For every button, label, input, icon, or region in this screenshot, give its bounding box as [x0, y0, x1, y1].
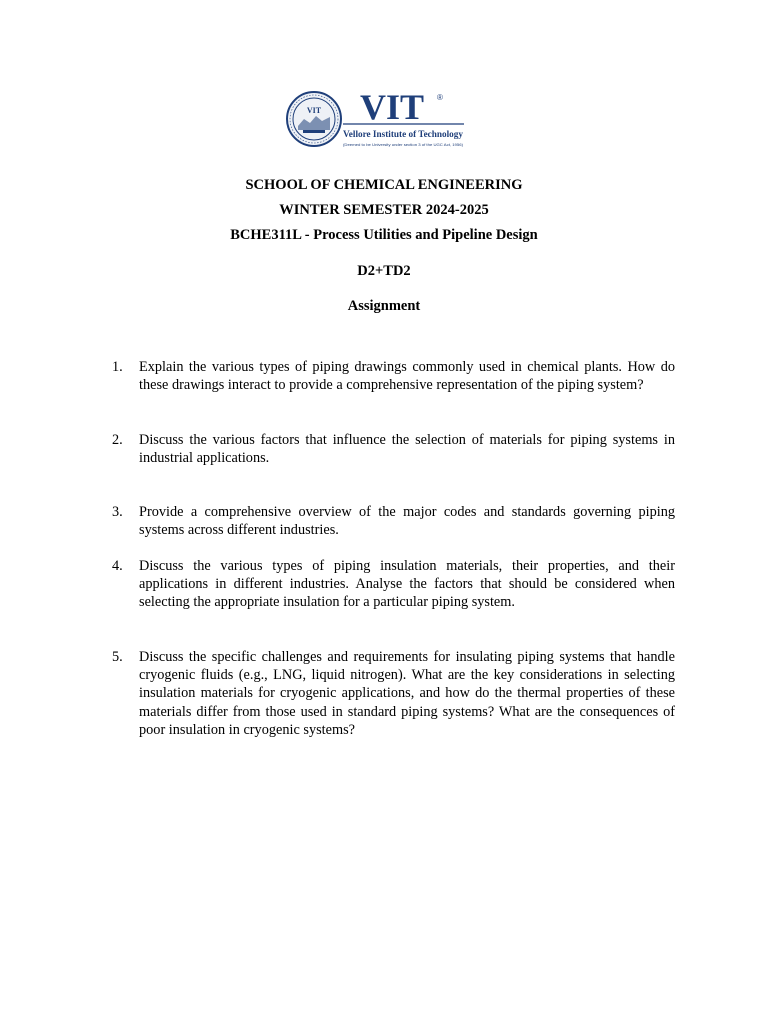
- document-type: Assignment: [347, 298, 421, 314]
- question-item: [112, 648, 675, 739]
- seal-text: VIT: [306, 106, 322, 115]
- vit-logo-graphic: [286, 86, 468, 152]
- institute-name: Vellore Institute of Technology: [343, 129, 464, 140]
- question-number: 1.: [112, 359, 123, 375]
- question-text: Discuss the specific challenges and requirements for insulating piping systems that handle cryogenic fluids (e.g., LNG, liquid nitrogen). What are the key considerations in selecting insulation materials for cryogenic applications, and how do the thermal properties of these materials differ from those used in standard piping systems? What are the consequences of poor insulation in cryogenic systems?: [139, 649, 675, 738]
- registered-mark: ®: [437, 93, 443, 102]
- question-text: Provide a comprehensive overview of the major codes and standards governing piping systems across different industries.: [139, 504, 675, 539]
- question-number: 4.: [112, 558, 123, 574]
- question-text: Discuss the various factors that influence the selection of materials for piping systems in industrial applications.: [139, 432, 675, 467]
- course-title: BCHE311L - Process Utilities and Pipeline Design: [230, 227, 538, 243]
- question-text: Discuss the various types of piping insulation materials, their properties, and their applications in different industries. Analyse the factors that should be considered when selecting the appropriate insulation for a particular piping system.: [139, 558, 675, 611]
- question-item: [112, 503, 675, 539]
- institute-tagline: (Deemed to be University under section 3 of the UGC Act, 1956): [343, 142, 464, 147]
- question-item: [112, 358, 675, 394]
- question-number: 3.: [112, 504, 123, 520]
- slot-label: D2+TD2: [357, 263, 411, 279]
- question-item: [112, 557, 675, 612]
- question-item: [112, 431, 675, 467]
- question-text: Explain the various types of piping drawings commonly used in chemical plants. How do these drawings interact to provide a comprehensive representation of the piping system?: [139, 359, 675, 394]
- question-number: 5.: [112, 649, 123, 665]
- school-name: SCHOOL OF CHEMICAL ENGINEERING: [245, 177, 523, 193]
- question-number: 2.: [112, 432, 123, 448]
- vit-logo: [286, 86, 468, 152]
- brand-name: VIT: [360, 87, 425, 127]
- university-seal-icon: [287, 92, 341, 146]
- semester-title: WINTER SEMESTER 2024-2025: [279, 202, 489, 218]
